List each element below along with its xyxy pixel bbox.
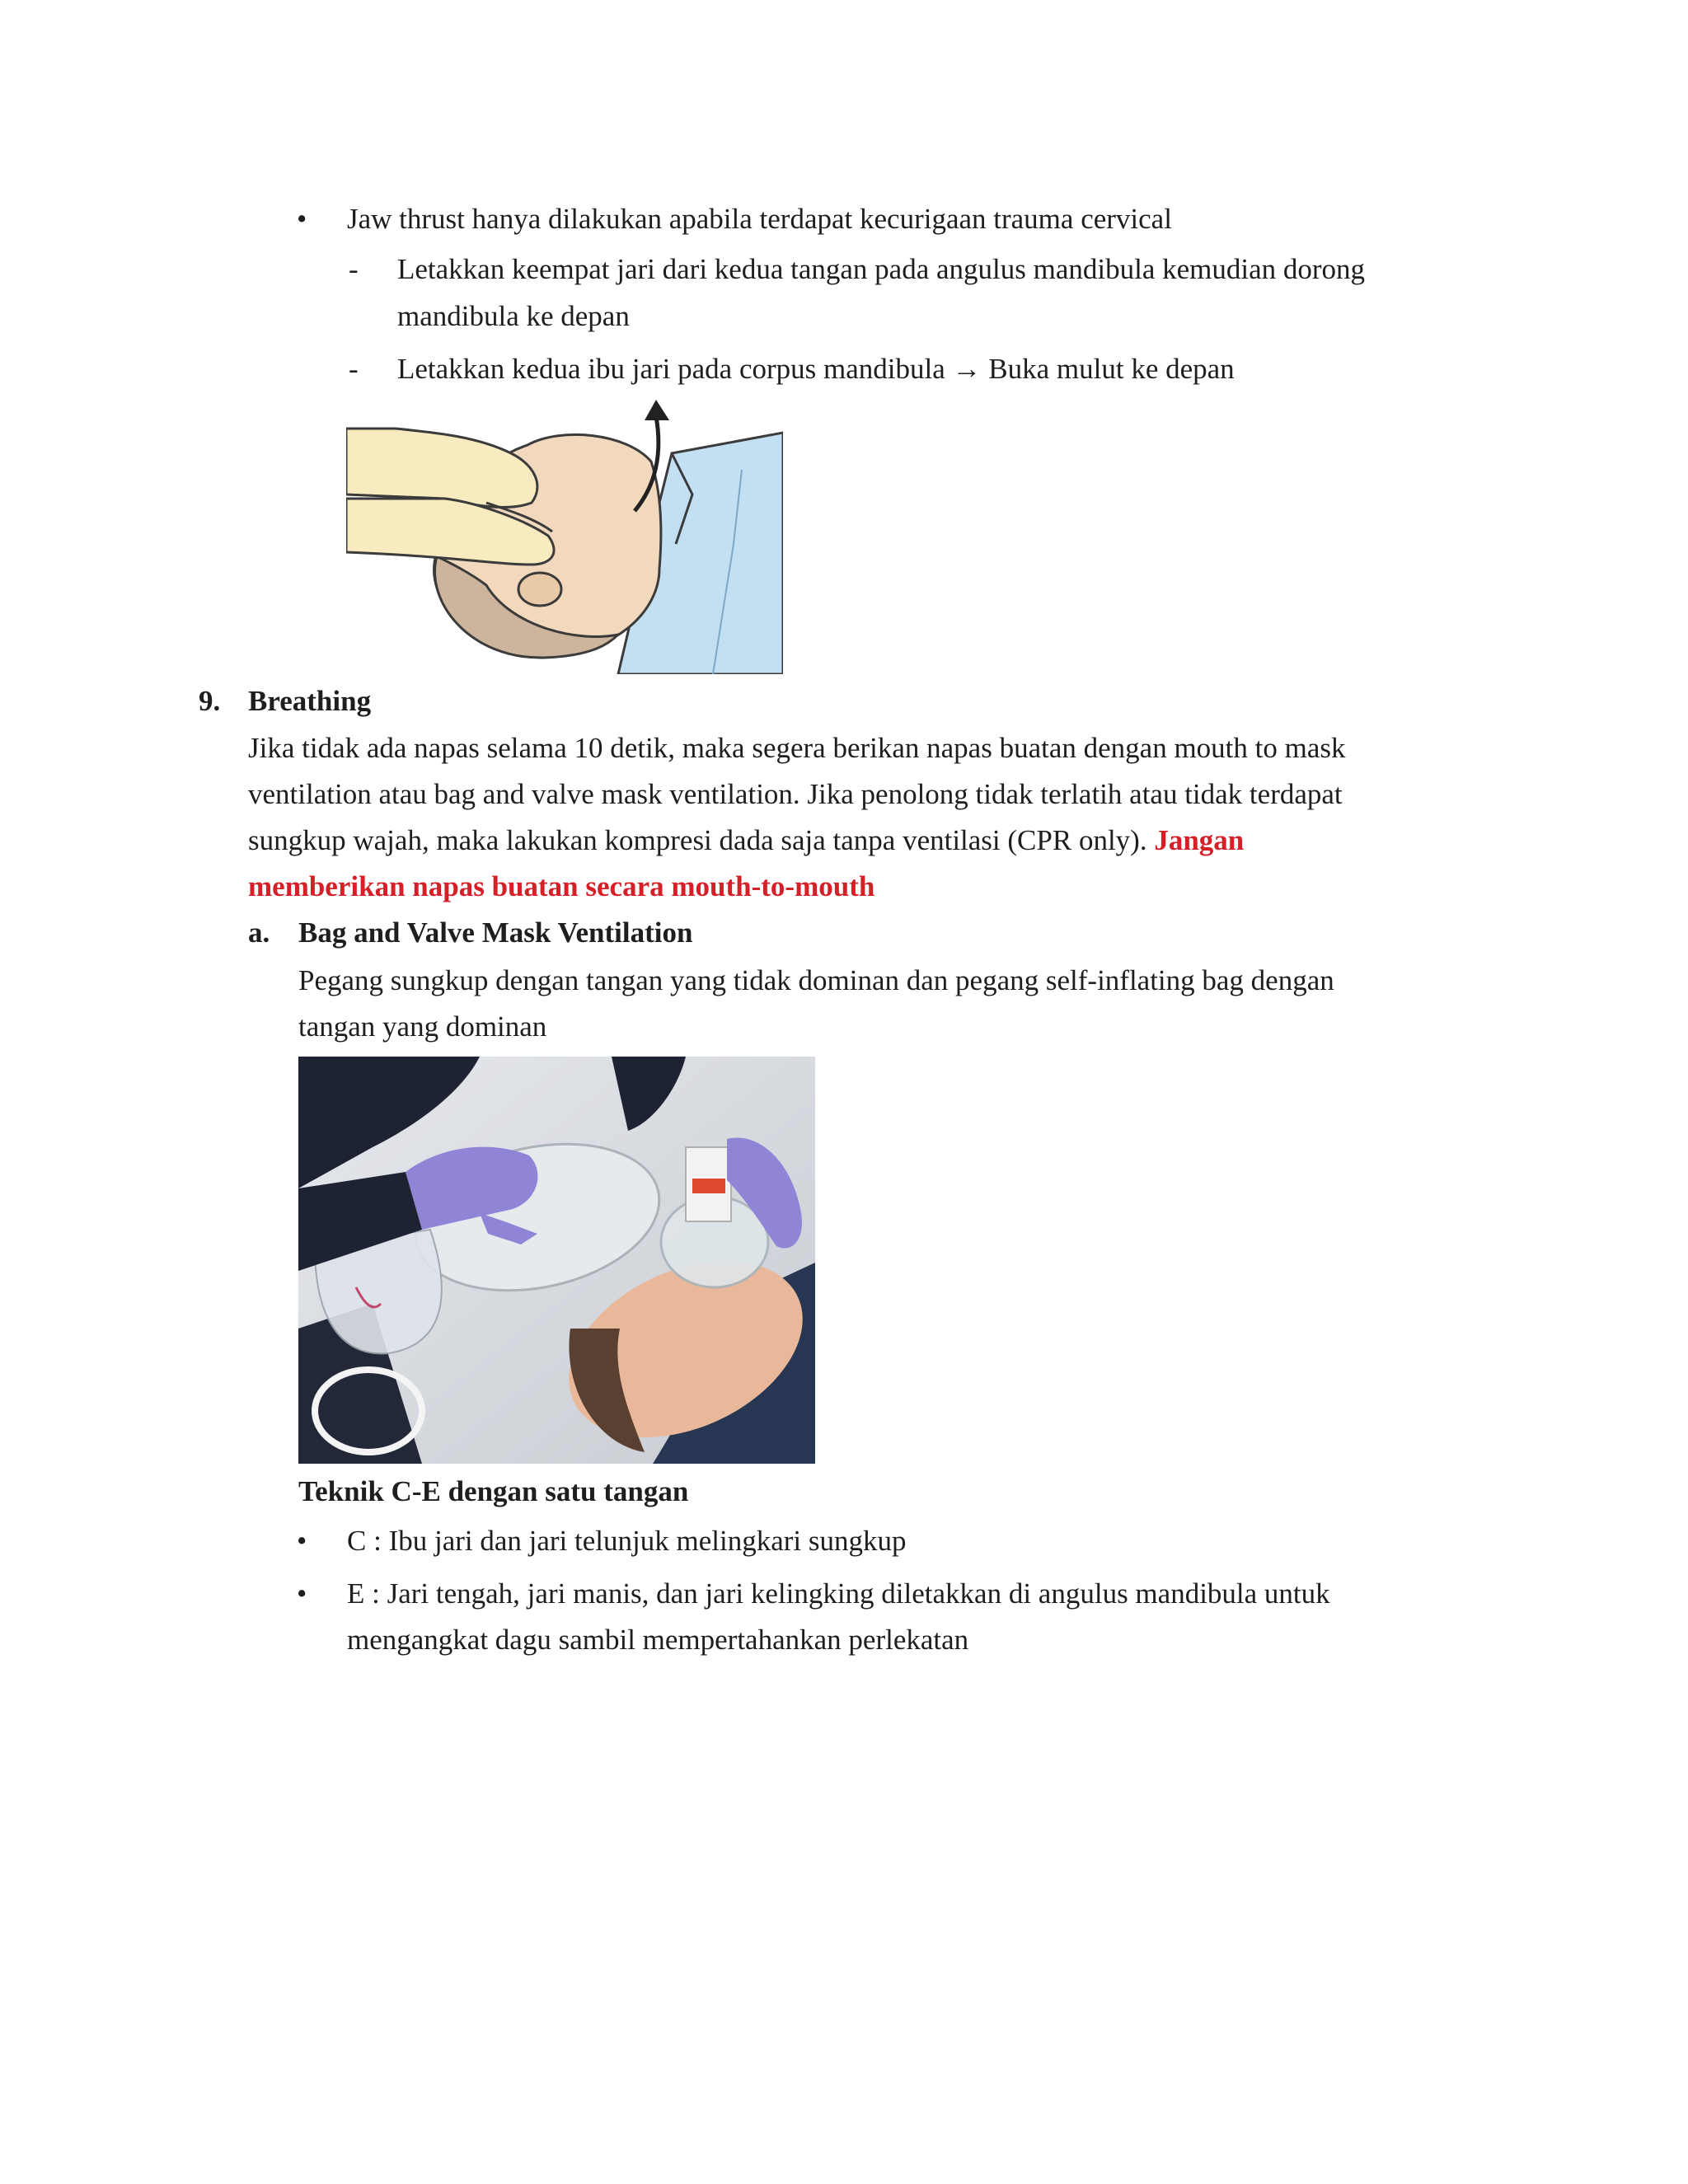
jaw-step-1-line-1: Letakkan keempat jari dari kedua tangan pada angulus mandibula kemudian dorong bbox=[397, 253, 1366, 285]
subsection-letter: a. bbox=[248, 916, 270, 949]
technique-title: Teknik C-E dengan satu tangan bbox=[298, 1475, 689, 1507]
bullet-marker: • bbox=[297, 1577, 307, 1610]
warning-text-start: Jangan bbox=[1154, 824, 1245, 856]
subsection-title: Bag and Valve Mask Ventilation bbox=[298, 916, 693, 949]
bvm-desc-line-1: Pegang sungkup dengan tangan yang tidak dominan dan pegang self-inflating bag dengan bbox=[298, 964, 1334, 996]
bvm-desc-line-2: tangan yang dominan bbox=[298, 1010, 547, 1043]
bullet-marker: • bbox=[297, 203, 307, 235]
breathing-paragraph-line-2: ventilation atau bag and valve mask ventilation. Jika penolong tidak terlatih atau tidak terdapat bbox=[248, 778, 1343, 810]
warning-text-end: memberikan napas buatan secara mouth-to-mouth bbox=[248, 870, 875, 902]
breathing-paragraph-text: sungkup wajah, maka lakukan kompresi dada saja tanpa ventilasi (CPR only). bbox=[248, 824, 1147, 856]
ce-bullet-c: C : Ibu jari dan jari telunjuk melingkari sungkup bbox=[347, 1525, 907, 1557]
jaw-thrust-text: Jaw thrust hanya dilakukan apabila terdapat kecurigaan trauma cervical bbox=[347, 203, 1172, 235]
ce-bullet-e-line-1: E : Jari tengah, jari manis, dan jari kelingking diletakkan di angulus mandibula untuk bbox=[347, 1577, 1330, 1610]
dash-marker: - bbox=[349, 353, 359, 385]
bvm-photo bbox=[298, 1057, 815, 1464]
jaw-step-2-text: Letakkan kedua ibu jari pada corpus mandibula → Buka mulut ke depan bbox=[397, 353, 1235, 385]
jaw-thrust-illustration bbox=[346, 396, 783, 674]
jaw-step-1-line-2: mandibula ke depan bbox=[397, 300, 630, 332]
section-number: 9. bbox=[199, 685, 221, 717]
bullet-marker: • bbox=[297, 1525, 307, 1557]
dash-marker: - bbox=[349, 253, 359, 285]
breathing-paragraph-line-3 bbox=[248, 818, 1244, 864]
section-title: Breathing bbox=[248, 685, 372, 717]
ce-bullet-e-line-2: mengangkat dagu sambil mempertahankan perlekatan bbox=[347, 1624, 969, 1656]
breathing-paragraph-line-1: Jika tidak ada napas selama 10 detik, maka segera berikan napas buatan dengan mouth to mask bbox=[248, 732, 1346, 764]
